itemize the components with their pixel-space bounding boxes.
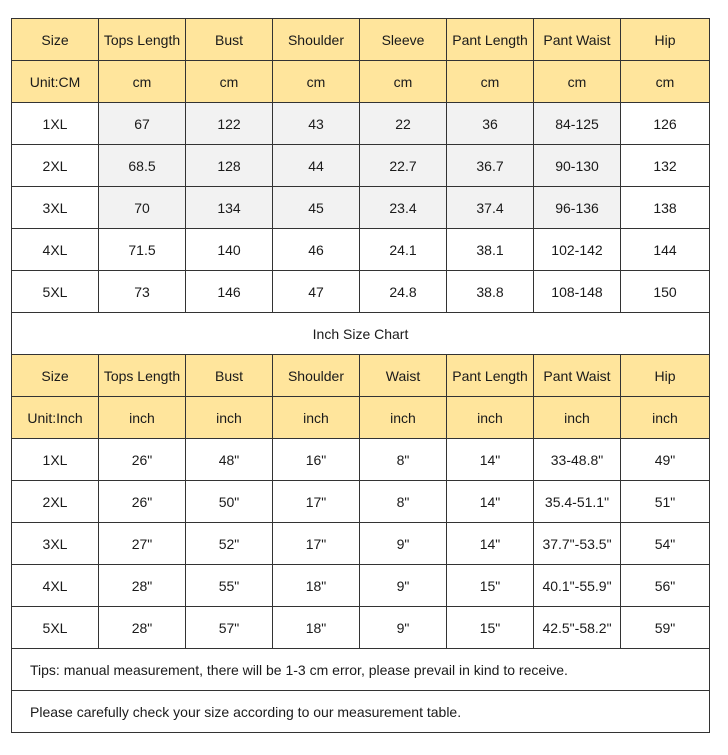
inch-header-cell: Shoulder — [273, 355, 360, 397]
inch-value-cell: 51" — [621, 481, 710, 523]
inch-data-row — [12, 523, 710, 565]
inch-value-cell: 35.4-51.1" — [534, 481, 621, 523]
inch-value-cell: 15" — [447, 607, 534, 649]
inch-unit-cell: inch — [99, 397, 186, 439]
cm-value-cell: 38.8 — [447, 271, 534, 313]
cm-value-cell: 24.8 — [360, 271, 447, 313]
inch-data-row — [12, 565, 710, 607]
cm-unit-cell: cm — [273, 61, 360, 103]
inch-value-cell: 26" — [99, 481, 186, 523]
inch-data-row — [12, 481, 710, 523]
inch-header-cell: Pant Waist — [534, 355, 621, 397]
inch-size-cell: 2XL — [12, 481, 99, 523]
inch-value-cell: 48" — [186, 439, 273, 481]
cm-value-cell: 140 — [186, 229, 273, 271]
cm-unit-cell: cm — [447, 61, 534, 103]
cm-header-cell: Pant Length — [447, 19, 534, 61]
cm-unit-cell: cm — [621, 61, 710, 103]
inch-value-cell: 57" — [186, 607, 273, 649]
cm-header-cell: Hip — [621, 19, 710, 61]
inch-value-cell: 14" — [447, 439, 534, 481]
cm-value-cell: 128 — [186, 145, 273, 187]
cm-value-cell: 37.4 — [447, 187, 534, 229]
cm-value-cell: 144 — [621, 229, 710, 271]
inch-unit-cell: inch — [621, 397, 710, 439]
inch-value-cell: 27" — [99, 523, 186, 565]
size-chart-table — [11, 18, 710, 733]
cm-unit-cell: cm — [360, 61, 447, 103]
cm-header-cell: Tops Length — [99, 19, 186, 61]
inch-header-row — [12, 355, 710, 397]
inch-data-row — [12, 607, 710, 649]
cm-value-cell: 22.7 — [360, 145, 447, 187]
inch-value-cell: 28" — [99, 565, 186, 607]
inch-value-cell: 37.7"-53.5" — [534, 523, 621, 565]
inch-size-cell: 3XL — [12, 523, 99, 565]
inch-value-cell: 14" — [447, 523, 534, 565]
inch-value-cell: 18" — [273, 565, 360, 607]
cm-unit-cell: cm — [534, 61, 621, 103]
inch-header-cell: Waist — [360, 355, 447, 397]
inch-caption-row — [12, 313, 710, 355]
cm-data-row — [12, 145, 710, 187]
size-chart-body — [12, 19, 710, 733]
cm-value-cell: 126 — [621, 103, 710, 145]
check-size-note: Please carefully check your size according to our measurement table. — [12, 691, 710, 733]
inch-value-cell: 54" — [621, 523, 710, 565]
inch-value-cell: 9" — [360, 523, 447, 565]
cm-header-cell: Shoulder — [273, 19, 360, 61]
inch-unit-cell: inch — [273, 397, 360, 439]
inch-value-cell: 8" — [360, 481, 447, 523]
cm-header-cell: Sleeve — [360, 19, 447, 61]
inch-header-cell: Bust — [186, 355, 273, 397]
cm-value-cell: 23.4 — [360, 187, 447, 229]
cm-header-cell: Bust — [186, 19, 273, 61]
inch-unit-cell: inch — [534, 397, 621, 439]
inch-value-cell: 33-48.8" — [534, 439, 621, 481]
cm-value-cell: 90-130 — [534, 145, 621, 187]
inch-value-cell: 16" — [273, 439, 360, 481]
inch-size-cell: 5XL — [12, 607, 99, 649]
inch-value-cell: 14" — [447, 481, 534, 523]
cm-unit-cell: cm — [99, 61, 186, 103]
inch-value-cell: 42.5"-58.2" — [534, 607, 621, 649]
cm-value-cell: 138 — [621, 187, 710, 229]
cm-unit-cell: cm — [186, 61, 273, 103]
inch-value-cell: 28" — [99, 607, 186, 649]
cm-header-cell: Size — [12, 19, 99, 61]
cm-value-cell: 24.1 — [360, 229, 447, 271]
cm-value-cell: 150 — [621, 271, 710, 313]
inch-value-cell: 9" — [360, 565, 447, 607]
cm-value-cell: 70 — [99, 187, 186, 229]
inch-value-cell: 15" — [447, 565, 534, 607]
inch-size-cell: 4XL — [12, 565, 99, 607]
cm-value-cell: 43 — [273, 103, 360, 145]
cm-unit-cell: Unit:CM — [12, 61, 99, 103]
cm-value-cell: 36.7 — [447, 145, 534, 187]
cm-data-row — [12, 229, 710, 271]
cm-value-cell: 38.1 — [447, 229, 534, 271]
inch-header-cell: Hip — [621, 355, 710, 397]
cm-value-cell: 108-148 — [534, 271, 621, 313]
cm-value-cell: 132 — [621, 145, 710, 187]
inch-header-cell: Pant Length — [447, 355, 534, 397]
inch-value-cell: 55" — [186, 565, 273, 607]
cm-unit-row — [12, 61, 710, 103]
cm-data-row — [12, 187, 710, 229]
measurement-tip-note: Tips: manual measurement, there will be 1-3 cm error, please prevail in kind to receive. — [12, 649, 710, 691]
cm-data-row — [12, 103, 710, 145]
cm-header-row — [12, 19, 710, 61]
inch-size-cell: 1XL — [12, 439, 99, 481]
inch-header-cell: Size — [12, 355, 99, 397]
inch-data-row — [12, 439, 710, 481]
inch-header-cell: Tops Length — [99, 355, 186, 397]
inch-unit-cell: inch — [447, 397, 534, 439]
cm-size-cell: 5XL — [12, 271, 99, 313]
cm-value-cell: 67 — [99, 103, 186, 145]
cm-value-cell: 22 — [360, 103, 447, 145]
cm-header-cell: Pant Waist — [534, 19, 621, 61]
cm-value-cell: 46 — [273, 229, 360, 271]
cm-value-cell: 84-125 — [534, 103, 621, 145]
cm-value-cell: 47 — [273, 271, 360, 313]
tip-row — [12, 649, 710, 691]
cm-size-cell: 4XL — [12, 229, 99, 271]
inch-unit-cell: inch — [186, 397, 273, 439]
inch-value-cell: 26" — [99, 439, 186, 481]
cm-value-cell: 73 — [99, 271, 186, 313]
inch-unit-cell: inch — [360, 397, 447, 439]
inch-unit-row — [12, 397, 710, 439]
inch-unit-cell: Unit:Inch — [12, 397, 99, 439]
inch-value-cell: 17" — [273, 523, 360, 565]
cm-value-cell: 36 — [447, 103, 534, 145]
cm-size-cell: 1XL — [12, 103, 99, 145]
inch-value-cell: 17" — [273, 481, 360, 523]
inch-value-cell: 40.1"-55.9" — [534, 565, 621, 607]
check-row — [12, 691, 710, 733]
inch-value-cell: 18" — [273, 607, 360, 649]
inch-value-cell: 9" — [360, 607, 447, 649]
inch-value-cell: 50" — [186, 481, 273, 523]
cm-size-cell: 2XL — [12, 145, 99, 187]
cm-value-cell: 146 — [186, 271, 273, 313]
inch-value-cell: 52" — [186, 523, 273, 565]
cm-value-cell: 134 — [186, 187, 273, 229]
cm-data-row — [12, 271, 710, 313]
cm-value-cell: 102-142 — [534, 229, 621, 271]
inch-value-cell: 49" — [621, 439, 710, 481]
inch-value-cell: 59" — [621, 607, 710, 649]
cm-value-cell: 96-136 — [534, 187, 621, 229]
cm-value-cell: 44 — [273, 145, 360, 187]
size-chart — [11, 18, 709, 733]
cm-value-cell: 68.5 — [99, 145, 186, 187]
cm-value-cell: 71.5 — [99, 229, 186, 271]
cm-size-cell: 3XL — [12, 187, 99, 229]
inch-value-cell: 8" — [360, 439, 447, 481]
cm-value-cell: 45 — [273, 187, 360, 229]
inch-size-chart-caption: Inch Size Chart — [12, 313, 710, 355]
inch-value-cell: 56" — [621, 565, 710, 607]
cm-value-cell: 122 — [186, 103, 273, 145]
